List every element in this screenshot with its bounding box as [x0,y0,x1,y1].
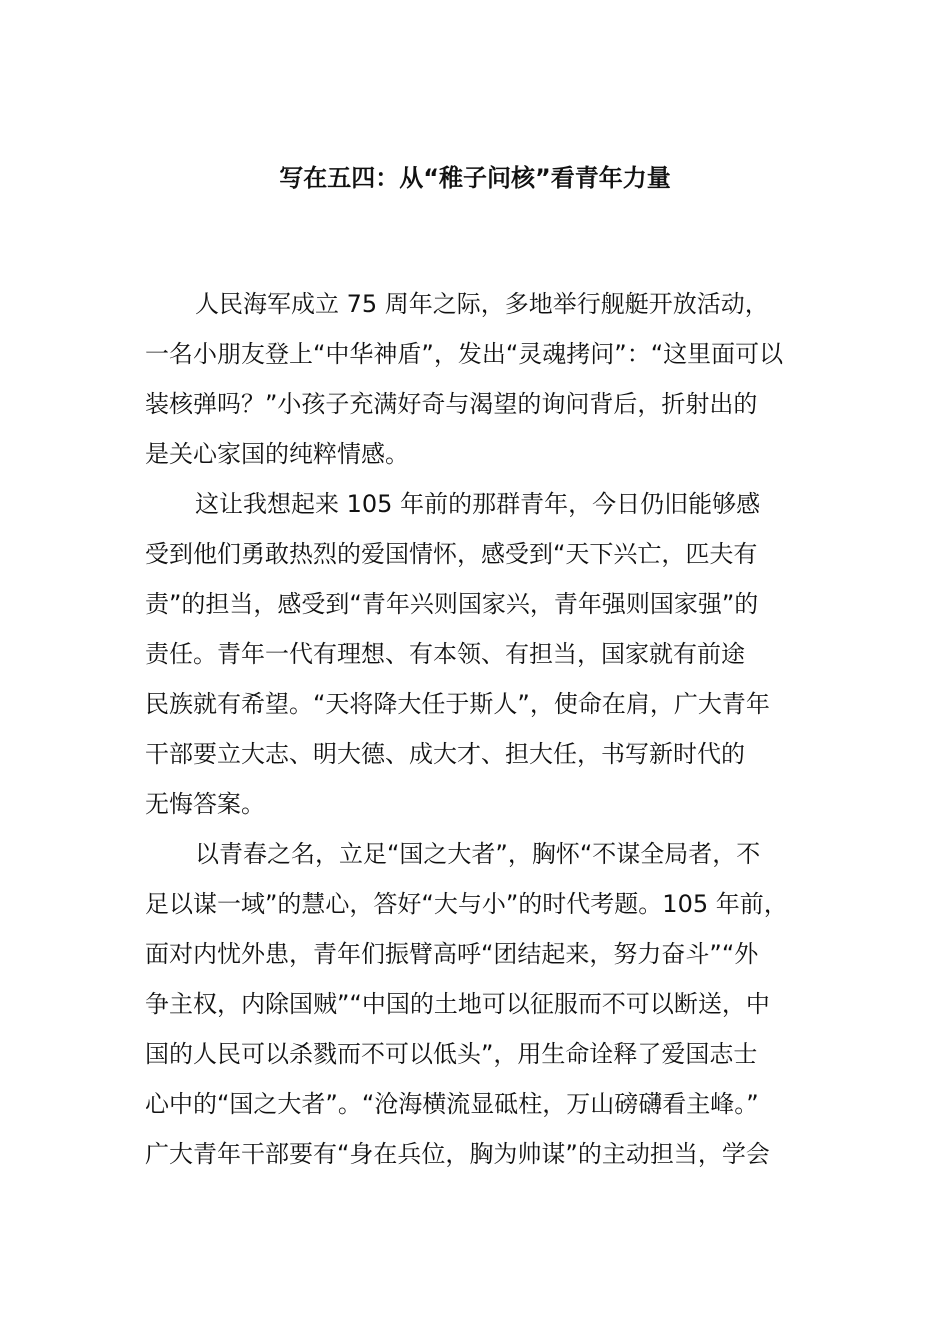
article-body [145,279,810,1179]
paragraph-2-line-2: 受到他们勇敢热烈的爱国情怀，感受到“天下兴亡，匹夫有 [145,540,758,568]
paragraph-2-line-1: 这让我想起来 105 年前的那群青年，今日仍旧能够感 [195,490,761,518]
paragraph-3-line-3: 面对内忧外患，青年们振臂高呼“团结起来，努力奋斗”“外 [145,940,759,968]
paragraph-2-line-6: 干部要立大志、明大德、成大才、担大任，书写新时代的 [145,740,745,768]
paragraph-2-line-4: 责任。青年一代有理想、有本领、有担当，国家就有前途 [145,640,745,668]
page-title: 写在五四：从“稚子问核”看青年力量 [279,164,671,192]
paragraph-2-line-3: 责”的担当，感受到“青年兴则国家兴，青年强则国家强”的 [145,590,759,618]
paragraph-3-line-7: 广大青年干部要有“身在兵位，胸为帅谋”的主动担当，学会 [145,1140,770,1168]
paragraph-3-line-2: 足以谋一域”的慧心，答好“大与小”的时代考题。105 年前， [145,890,788,918]
paragraph-2-line-5: 民族就有希望。“天将降大任于斯人”，使命在肩，广大青年 [145,690,770,718]
paragraph-3-line-5: 国的人民可以杀戮而不可以低头”，用生命诠释了爱国志士 [145,1040,758,1068]
paragraph-1-line-2: 一名小朋友登上“中华神盾”，发出“灵魂拷问”：“这里面可以 [145,340,784,368]
paragraph-3-line-6: 心中的“国之大者”。“沧海横流显砥柱，万山磅礴看主峰。” [145,1090,759,1118]
paragraph-1-line-4: 是关心家国的纯粹情感。 [145,440,409,468]
paragraph-3-line-1: 以青春之名，立足“国之大者”，胸怀“不谋全局者，不 [195,840,761,868]
paragraph-3-line-4: 争主权，内除国贼”“中国的土地可以征服而不可以断送，中 [145,990,770,1018]
paragraph-1-line-3: 装核弹吗？”小孩子充满好奇与渴望的询问背后，折射出的 [145,390,758,418]
paragraph-1-line-1: 人民海军成立 75 周年之际，多地举行舰艇开放活动， [195,290,769,318]
paragraph-2-line-7: 无悔答案。 [145,790,265,818]
